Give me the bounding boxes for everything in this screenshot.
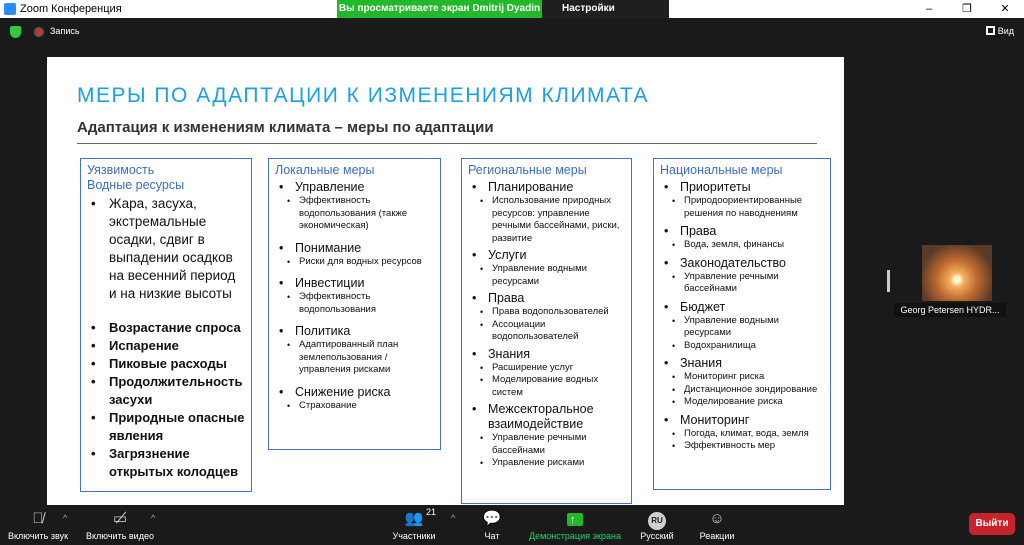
list-item: • Испарение — [87, 337, 245, 355]
list-item: • Загрязнение открытых колодцев — [87, 445, 245, 481]
vulnerability-list — [87, 195, 245, 303]
list-item: • Моделирование водных систем — [468, 374, 625, 399]
measure-group: • Политика — [275, 324, 434, 339]
list-item: • Мониторинг риска — [660, 371, 824, 384]
list-item: • Эффективность мер — [660, 440, 824, 453]
regional-measures-list — [468, 180, 625, 470]
window-controls — [910, 0, 1024, 18]
unmute-button[interactable] — [8, 509, 68, 541]
measure-sublist — [660, 195, 824, 220]
measure-group: • Приоритеты — [660, 180, 824, 195]
list-item: • Ассоциации водопользователей — [468, 319, 625, 344]
start-video-button[interactable] — [86, 509, 154, 541]
list-item: • Управление водными ресурсами — [660, 315, 824, 340]
measure-sublist — [660, 271, 824, 296]
list-item: • Эффективность водопользования — [275, 291, 434, 316]
view-options-dropdown[interactable]: Настройки — [542, 0, 669, 18]
measure-sublist — [660, 315, 824, 353]
measure-sublist — [275, 195, 434, 233]
audio-options-chevron-icon[interactable]: ^ — [63, 513, 68, 523]
recording-icon — [34, 27, 44, 37]
vulnerability-box — [80, 158, 252, 492]
regional-measures-box — [461, 158, 632, 504]
share-screen-icon — [567, 513, 583, 526]
microphone-muted-icon: 🎙̸ — [32, 510, 44, 527]
window-title: Zoom Конференция — [20, 3, 122, 15]
list-item: • Использование природных ресурсов: управление речными бассейнами, риски, развитие — [468, 195, 625, 245]
panel-resize-handle[interactable] — [887, 270, 890, 292]
list-item: • Погода, климат, вода, земля — [660, 428, 824, 441]
list-item: • Пиковые расходы — [87, 355, 245, 373]
list-item: • Адаптированный план землепользования / управления рисками — [275, 339, 434, 377]
measure-sublist — [468, 195, 625, 245]
unmute-label: Включить звук — [8, 531, 69, 541]
measure-sublist — [275, 256, 434, 269]
participant-video-tile[interactable] — [894, 245, 1006, 319]
chat-label: Чат — [484, 531, 500, 541]
measure-group: • Инвестиции — [275, 276, 434, 291]
grid-view-icon — [986, 26, 995, 35]
screen-share-notice: Вы просматриваете экран Dmitrij Dyadin — [337, 0, 542, 18]
measure-sublist — [660, 239, 824, 252]
measure-group: • Права — [660, 224, 824, 239]
participant-name: Georg Petersen HYDR... — [894, 303, 1006, 317]
regional-measures-heading: Региональные меры — [468, 163, 587, 177]
list-item: • Водохранилища — [660, 340, 824, 353]
measure-sublist — [275, 291, 434, 316]
language-icon: RU — [648, 512, 666, 530]
measure-sublist — [660, 428, 824, 453]
reactions-button[interactable] — [697, 509, 737, 541]
list-item: • Управление водными ресурсами — [468, 263, 625, 288]
measure-group: • Права — [468, 291, 625, 306]
minimize-icon[interactable]: – — [925, 3, 933, 15]
measure-sublist — [468, 263, 625, 288]
measure-group: • Планирование — [468, 180, 625, 195]
measure-group: • Понимание — [275, 241, 434, 256]
leave-button[interactable]: Выйти — [969, 513, 1015, 535]
list-item: • Жара, засуха, экстремальные осадки, сдвиг в выпадении осадков на весенний период и на низкие высоты — [87, 195, 245, 303]
vulnerability-heading: Уязвимость — [87, 163, 155, 177]
national-measures-heading: Национальные меры — [660, 163, 783, 177]
start-video-label: Включить видео — [86, 531, 154, 541]
list-item: • Моделирование риска — [660, 396, 824, 409]
measure-sublist — [468, 362, 625, 400]
subtitle-divider — [77, 143, 817, 144]
measure-group: • Знания — [660, 356, 824, 371]
local-measures-box — [268, 158, 441, 450]
slide-title: МЕРЫ ПО АДАПТАЦИИ К ИЗМЕНЕНИЯМ КЛИМАТА — [77, 84, 650, 107]
list-item: • Страхование — [275, 400, 434, 413]
reactions-icon: ☺ — [709, 510, 725, 527]
participant-video — [922, 245, 992, 301]
measure-sublist — [275, 400, 434, 413]
list-item: • Управление речными бассейнами — [468, 432, 625, 457]
measure-group: • Управление — [275, 180, 434, 195]
view-button[interactable] — [986, 26, 1014, 36]
list-item: • Природные опасные явления — [87, 409, 245, 445]
close-icon[interactable]: ✕ — [1000, 3, 1010, 15]
share-screen-button[interactable] — [527, 509, 623, 541]
maximize-icon[interactable]: ❐ — [962, 3, 972, 15]
chat-button[interactable] — [478, 509, 506, 541]
meeting-toolbar — [0, 505, 1024, 545]
list-item: • Дистанционное зондирование — [660, 384, 824, 397]
measure-sublist — [468, 432, 625, 470]
security-shield-icon[interactable] — [10, 26, 21, 38]
video-options-chevron-icon[interactable]: ^ — [151, 513, 156, 523]
interpretation-button[interactable] — [638, 509, 676, 541]
measure-group: • Снижение риска — [275, 385, 434, 400]
participants-count: 21 — [426, 507, 437, 517]
chat-icon: 💬 — [482, 510, 502, 527]
participants-label: Участники — [392, 531, 436, 541]
share-screen-label: Демонстрация экрана — [529, 531, 621, 541]
measure-sublist — [468, 306, 625, 344]
recording-label: Запись — [50, 26, 80, 36]
list-item: • Вода, земля, финансы — [660, 239, 824, 252]
meeting-info-bar — [0, 18, 1024, 46]
list-item: • Права водопользователей — [468, 306, 625, 319]
window-titlebar — [0, 0, 1024, 18]
measure-group: • Знания — [468, 347, 625, 362]
measure-group: • Услуги — [468, 248, 625, 263]
shared-slide — [47, 57, 844, 505]
measure-sublist — [275, 339, 434, 377]
list-item: • Природоориентированные решения по наводнениям — [660, 195, 824, 220]
national-measures-list — [660, 180, 824, 453]
local-measures-heading: Локальные меры — [275, 163, 375, 177]
list-item: • Управление речными бассейнами — [660, 271, 824, 296]
view-button-label: Вид — [997, 26, 1014, 36]
list-item: • Эффективность водопользования (также экономическая) — [275, 195, 434, 233]
interpretation-label: Русский — [640, 531, 674, 541]
vulnerability-impacts-list — [87, 319, 245, 481]
measure-group: • Мониторинг — [660, 413, 824, 428]
slide-subtitle: Адаптация к изменениям климата – меры по адаптации — [77, 119, 494, 136]
list-item: • Управление рисками — [468, 457, 625, 470]
local-measures-list — [275, 180, 434, 412]
measure-group: • Законодательство — [660, 256, 824, 271]
list-item: • Продолжительность засухи — [87, 373, 245, 409]
video-camera-off-icon: ▭̸ — [112, 510, 128, 527]
reactions-label: Реакции — [699, 531, 735, 541]
list-item: • Возрастание спроса — [87, 319, 245, 337]
water-resources-heading: Водные ресурсы — [87, 178, 185, 192]
national-measures-box — [653, 158, 831, 490]
measure-sublist — [660, 371, 824, 409]
zoom-app-icon — [4, 3, 16, 15]
measure-group: • Бюджет — [660, 300, 824, 315]
measure-group: • Межсекторальное взаимодействие — [468, 402, 625, 432]
participants-options-chevron-icon[interactable]: ^ — [451, 513, 456, 523]
list-item: • Расширение услуг — [468, 362, 625, 375]
list-item: • Риски для водных ресурсов — [275, 256, 434, 269]
participants-icon: 👥 — [404, 510, 424, 527]
